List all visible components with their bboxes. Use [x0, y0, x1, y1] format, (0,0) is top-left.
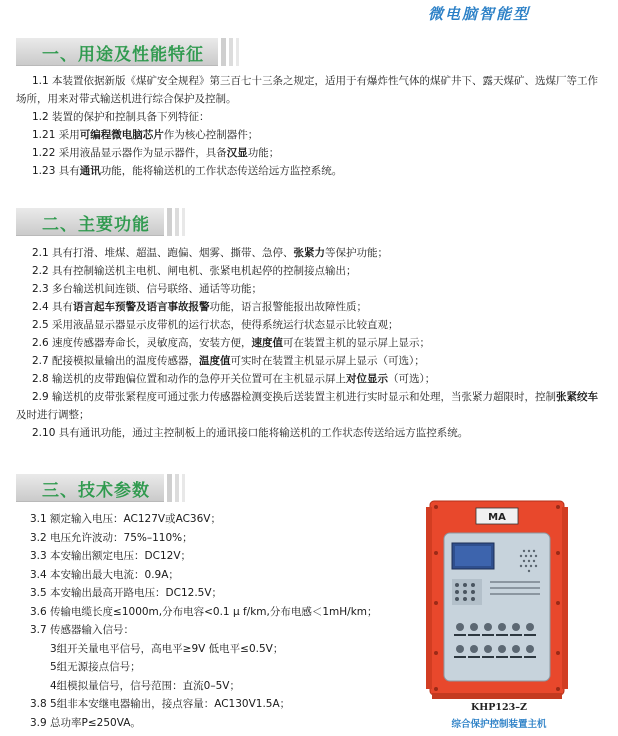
paragraph [16, 108, 606, 126]
paragraph [16, 388, 606, 424]
paragraph-text: 2.9 输送机的皮带张紧程度可通过张力传感器检测变换后送装置主机进行实时显示和处理，当张紧力超限时，控制 [32, 391, 557, 403]
emphasis-text: 语言起车预警及语言事故报警 [73, 301, 210, 313]
section-title: 二、主要功能 [16, 208, 164, 236]
paragraph [16, 162, 606, 180]
emphasis-text: 对位显示 [346, 373, 389, 385]
device-name: 综合保护控制装置主机 [451, 719, 547, 730]
param-line: 3.7 传感器输入信号： [30, 624, 135, 636]
section-header-params [16, 474, 185, 502]
paragraph-text: （可选）； [388, 373, 436, 385]
emphasis-text: 张紧绞车 [556, 391, 599, 403]
paragraph [16, 262, 606, 280]
paragraph-text: 等保护功能； [325, 247, 389, 259]
paragraph-text: 2.8 输送机的皮带跑偏位置和动作的急停开关位置可在主机显示屏上 [32, 373, 347, 385]
emphasis-text: 汉显 [226, 147, 248, 159]
params-list [30, 510, 410, 732]
paragraph-text: 1.1 本装置依据新版《煤矿安全规程》第三百七十三条之规定，适用于有爆炸性气体的煤矿井下、露天煤矿、选煤厂等工作场所，用来对带式输送机进行综合保护及控制。 [16, 75, 599, 105]
paragraph-text: 可实时在装置主机显示屏上显示（可选）； [230, 355, 425, 367]
paragraph-text: 及时进行调整； [16, 409, 90, 421]
param-subline: 5组无源接点信号； [50, 661, 141, 673]
paragraph [16, 72, 606, 108]
paragraph-text: 2.7 配接模拟量输出的温度传感器， [32, 355, 200, 367]
section-title: 三、技术参数 [16, 474, 164, 502]
paragraph-text: 1.21 采用 [32, 129, 80, 141]
param-line: 3.4 本安输出最大电流：0.9A； [30, 568, 179, 581]
emphasis-text: 可编程微电脑芯片 [79, 129, 164, 141]
paragraph-text: 2.5 采用液晶显示器显示皮带机的运行状态，使得系统运行状态显示比较直观； [32, 319, 399, 331]
paragraph-text: 1.23 具有 [32, 165, 80, 177]
paragraph-text: 2.4 具有 [32, 301, 74, 313]
brand-title: 微电脑智能型 [427, 5, 530, 23]
param-line: 3.5 本安输出最高开路电压：DC12.5V； [30, 587, 223, 599]
ma-badge: MA [488, 512, 506, 523]
section-header-usage [16, 38, 239, 66]
paragraph-text: 1.22 采用液晶显示器作为显示器件，具备 [32, 147, 227, 159]
device-model: KHP123–Z [471, 702, 527, 713]
paragraph-text: 1.2 装置的保护和控制具备下列特征： [32, 111, 210, 123]
paragraph [16, 424, 606, 442]
emphasis-text: 张紧力 [293, 247, 326, 259]
paragraph [16, 334, 606, 352]
paragraph-text: 可在装置主机的显示屏上显示； [283, 337, 431, 349]
emphasis-text: 速度值 [251, 337, 284, 349]
paragraph [16, 298, 606, 316]
paragraph [16, 144, 606, 162]
param-subline: 3组开关量电平信号，高电平≥9V 低电平≤0.5V； [50, 642, 284, 655]
param-subline: 4组模拟量信号，信号范围：直流0–5V； [50, 679, 240, 692]
section-header-functions [16, 208, 185, 236]
param-line: 3.3 本安输出额定电压：DC12V； [30, 550, 191, 562]
param-line: 3.8 5组非本安继电器输出，接点容量：AC130V1.5A； [30, 698, 291, 710]
param-line: 3.2 电压允许波动：75%–110%； [30, 531, 193, 544]
paragraph-text: 功能； [247, 147, 280, 159]
paragraph [16, 370, 606, 388]
paragraph-text: 作为核心控制器件； [163, 129, 259, 141]
param-line: 3.6 传输电缆长度≤1000m,分布电容<0.1 μ f/km,分布电感＜1mH/km； [30, 605, 378, 618]
paragraph [16, 316, 606, 334]
section-title: 一、用途及性能特征 [16, 38, 218, 66]
paragraph [16, 126, 606, 144]
paragraph-text: 2.3 多台输送机间连锁、信号联络、通话等功能； [32, 283, 263, 295]
paragraph [16, 280, 606, 298]
section-text-functions [16, 244, 606, 442]
emphasis-text: 通讯 [79, 165, 101, 177]
paragraph-text: 功能，语言报警能报出故障性质； [209, 301, 368, 313]
paragraph-text: 2.6 速度传感器寿命长，灵敏度高，安装方便， [32, 337, 252, 349]
paragraph-text: 2.2 具有控制输送机主电机、闸电机、张紧电机起停的控制接点输出； [32, 265, 357, 277]
emphasis-text: 温度值 [199, 355, 231, 367]
paragraph-text: 功能，能将输送机的工作状态传送给远方监控系统。 [100, 165, 343, 177]
device-illustration [424, 493, 570, 701]
paragraph-text: 2.1 具有打滑、堆煤、超温、跑偏、烟雾、撕带、急停、 [32, 247, 294, 259]
param-line: 3.9 总功率P≤250VA。 [30, 716, 141, 729]
paragraph [16, 244, 606, 262]
section-text-usage [16, 72, 606, 180]
paragraph-text: 2.10 具有通讯功能，通过主控制板上的通讯接口能将输送机的工作状态传送给远方监控系统。 [32, 427, 469, 439]
param-line: 3.1 额定输入电压：AC127V或AC36V； [30, 513, 221, 525]
paragraph [16, 352, 606, 370]
